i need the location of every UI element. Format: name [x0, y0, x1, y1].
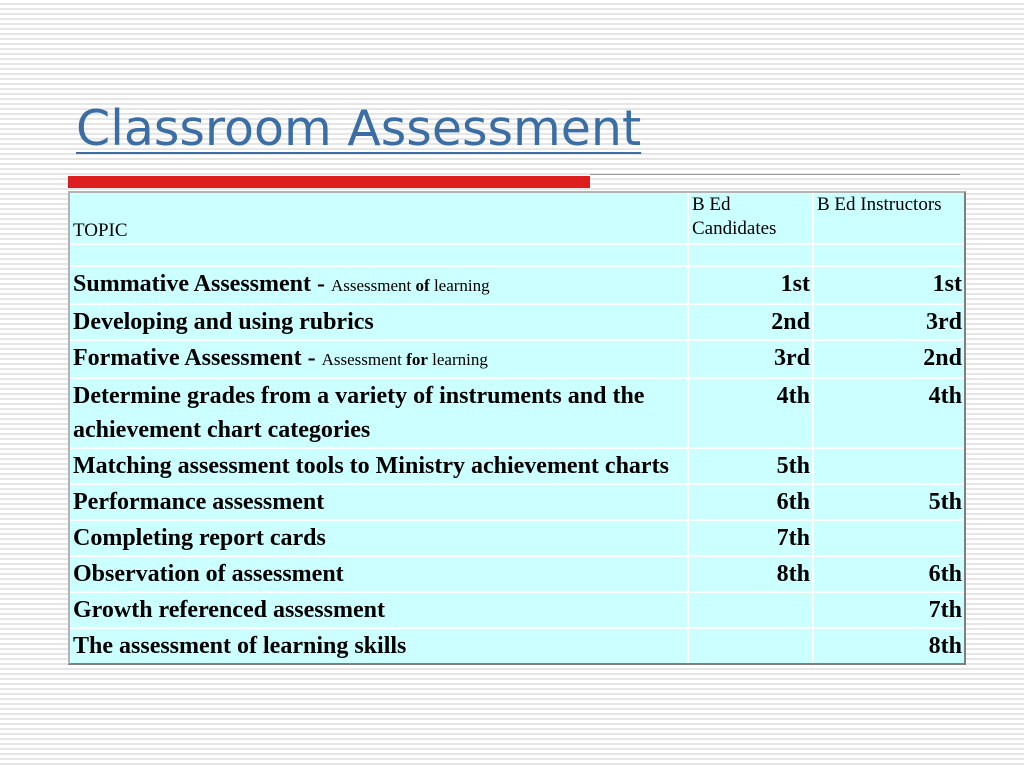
table-row: [70, 449, 964, 485]
table-row: [70, 593, 964, 629]
candidates-rank-cell: 7th: [689, 521, 814, 557]
table-spacer-row: [70, 245, 964, 267]
topic-cell: Performance assessment: [70, 485, 689, 521]
header-instructors: B Ed Instructors: [814, 193, 964, 245]
candidates-rank-cell: [689, 593, 814, 629]
topic-cell: The assessment of learning skills: [70, 629, 689, 663]
topic-cell: Observation of assessment: [70, 557, 689, 593]
instructors-rank-cell: [814, 521, 964, 557]
title-accent-bar: [68, 176, 590, 188]
table-row: [70, 341, 964, 379]
topic-cell: Summative Assessment - Assessment of learning: [70, 267, 689, 305]
topic-note: Assessment of learning: [331, 276, 490, 295]
header-candidates: B Ed Candidates: [689, 193, 814, 245]
candidates-rank-cell: 6th: [689, 485, 814, 521]
topic-cell: Growth referenced assessment: [70, 593, 689, 629]
instructors-rank-cell: 5th: [814, 485, 964, 521]
instructors-rank-cell: 8th: [814, 629, 964, 663]
title-rule-line: [590, 174, 960, 175]
instructors-rank-cell: 7th: [814, 593, 964, 629]
candidates-rank-cell: 4th: [689, 379, 814, 449]
instructors-rank-cell: 1st: [814, 267, 964, 305]
candidates-rank-cell: 3rd: [689, 341, 814, 379]
ranking-table: [68, 191, 966, 665]
instructors-rank-cell: 6th: [814, 557, 964, 593]
instructors-rank-cell: 3rd: [814, 305, 964, 341]
table-row: [70, 305, 964, 341]
topic-cell: Formative Assessment - Assessment for learning: [70, 341, 689, 379]
table-header-row: [70, 193, 964, 245]
candidates-rank-cell: [689, 629, 814, 663]
candidates-rank-cell: 5th: [689, 449, 814, 485]
table-row: [70, 379, 964, 449]
table-row: [70, 629, 964, 663]
topic-cell: Determine grades from a variety of instruments and the achievement chart categories: [70, 379, 689, 449]
topic-note: Assessment for learning: [321, 350, 488, 369]
table-row: [70, 267, 964, 305]
instructors-rank-cell: [814, 449, 964, 485]
topic-cell: Developing and using rubrics: [70, 305, 689, 341]
header-topic: TOPIC: [70, 193, 689, 245]
slide-title: Classroom Assessment: [76, 100, 642, 157]
instructors-rank-cell: 4th: [814, 379, 964, 449]
instructors-rank-cell: 2nd: [814, 341, 964, 379]
candidates-rank-cell: 2nd: [689, 305, 814, 341]
table-row: [70, 557, 964, 593]
candidates-rank-cell: 1st: [689, 267, 814, 305]
candidates-rank-cell: 8th: [689, 557, 814, 593]
topic-cell: Completing report cards: [70, 521, 689, 557]
topic-cell: Matching assessment tools to Ministry achievement charts: [70, 449, 689, 485]
table-row: [70, 521, 964, 557]
table-row: [70, 485, 964, 521]
